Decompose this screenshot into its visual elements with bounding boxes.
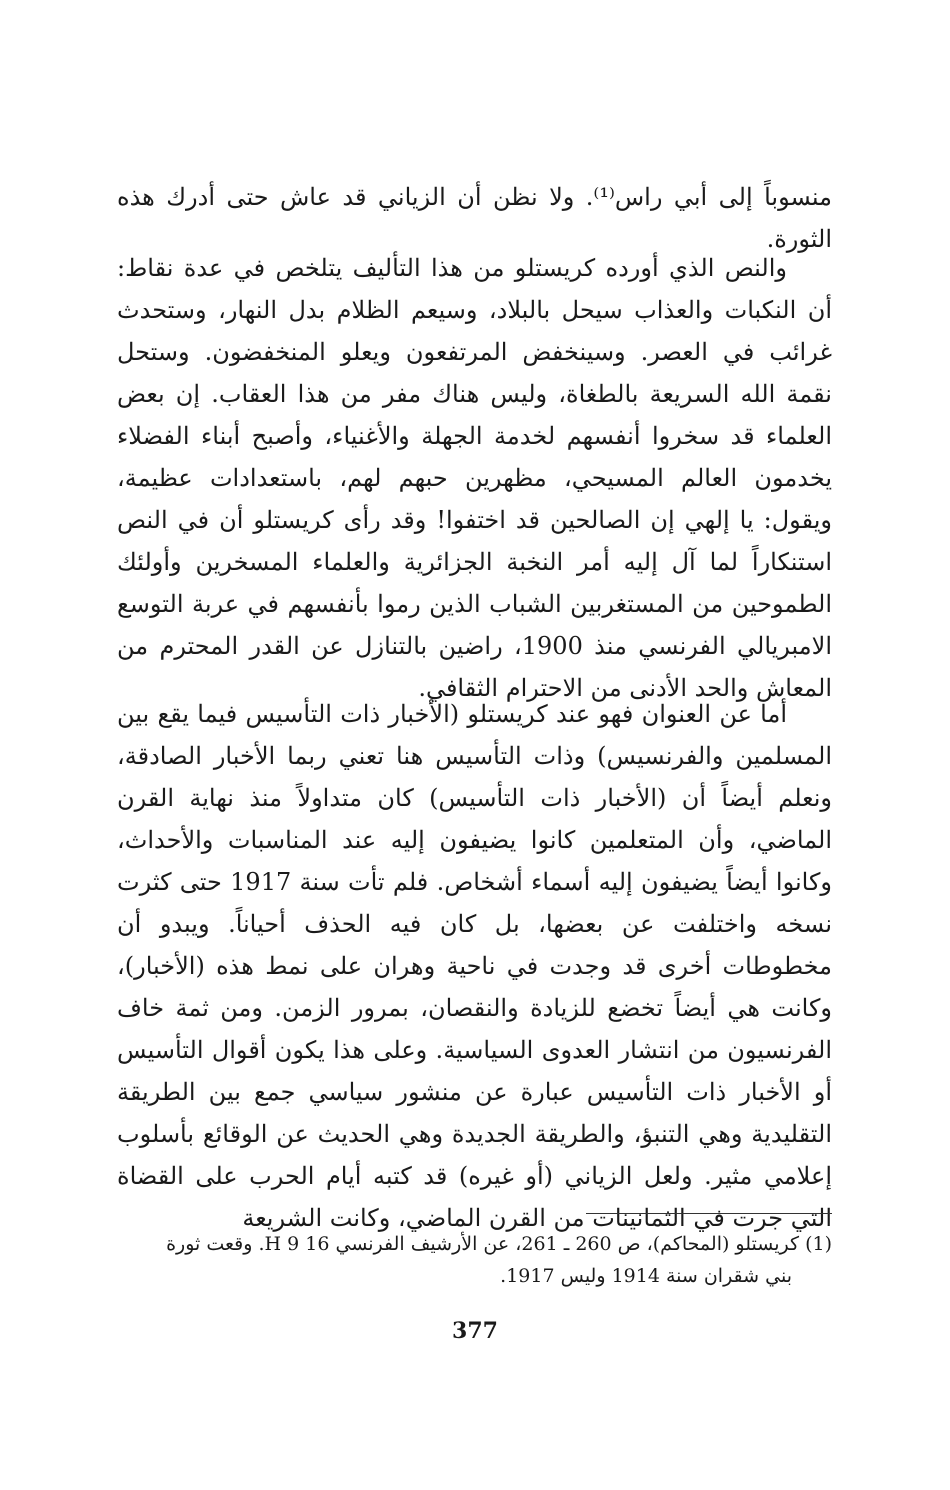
page-number: 377 [452,1318,498,1344]
footnote-line: (1) كريستلو (المحاكم)، ص 260 ـ 261، عن الأرشيف الفرنسي 16 H 9. وقعت ثورة [166,1233,832,1255]
paragraph-text: والنص الذي أورده كريستلو من هذا التأليف يتلخص في عدة نقاط: أن النكبات والعذاب سيحل بالبلاد، وسيعم الظلام بدل النهار، وستحدث غرائب في العصر. وسينخفض المرتفعون ويعلو المنخفضون. وستحل نقمة الله السريعة بالطغاة، وليس هناك مفر من هذا العقاب. إن بعض العلماء قد سخروا أنفسهم لخدمة الجهلة والأغنياء، وأصبح أبناء الفضلاء يخدمون العالم المسيحي، مظهرين حبهم لهم، باستعدادات عظيمة، ويقول: يا إلهي إن الصالحين قد اختفوا! وقد رأى كريستلو أن في النص استنكاراً لما آل إليه أمر النخبة الجزائرية والعلماء المسخرين وأولئك الطموحين من المستغربين الشباب الذين رموا بأنفسهم في عربة التوسع الامبريالي الفرنسي منذ 1900، راضين بالتنازل عن القدر المحترم من المعاش والحد الأدنى من الاحترام الثقافي. [117,254,833,702]
footnote-line: بني شقران سنة 1914 وليس 1917. [500,1265,792,1287]
paragraph-text: أما عن العنوان فهو عند كريستلو (الأخبار ذات التأسيس فيما يقع بين المسلمين والفرنسيس) وذات التأسيس هنا تعني ربما الأخبار الصادقة، ونعلم أيضاً أن (الأخبار ذات التأسيس) كان متداولاً منذ نهاية القرن الماضي، وأن المتعلمين كانوا يضيفون إليه عند المناسبات والأحداث، وكانوا أيضاً يضيفون إليه أسماء أشخاص. فلم تأت سنة 1917 حتى كثرت نسخه واختلفت عن بعضها، بل كان فيه الحذف أحياناً. ويبدو أن مخطوطات أخرى قد وجدت في ناحية وهران على نمط هذه (الأخبار)، وكانت هي أيضاً تخضع للزيادة والنقصان، بمرور الزمن. ومن ثمة خاف الفرنسيون من انتشار العدوى السياسية. وعلى هذا يكون أقوال التأسيس أو الأخبار ذات التأسيس عبارة عن منشور سياسي جمع بين الطريقة التقليدية وهي التنبؤ، والطريقة الجديدة وهي الحديث عن الوقائع بأسلوب إعلامي مثير. ولعل الزياني (أو غيره) قد كتبه أيام الحرب على القضاة التي جرت في الثمانينات من القرن الماضي، وكانت الشريعة [117,700,832,1232]
body-paragraph-third [117,693,832,1239]
paragraph-text: منسوباً إلى أبي راس⁽¹⁾. ولا نظن أن الزياني قد عاش حتى أدرك هذه الثورة. [117,183,832,253]
body-paragraph-second [117,247,832,709]
footnote [117,1228,832,1292]
footnote-separator [586,1213,832,1214]
